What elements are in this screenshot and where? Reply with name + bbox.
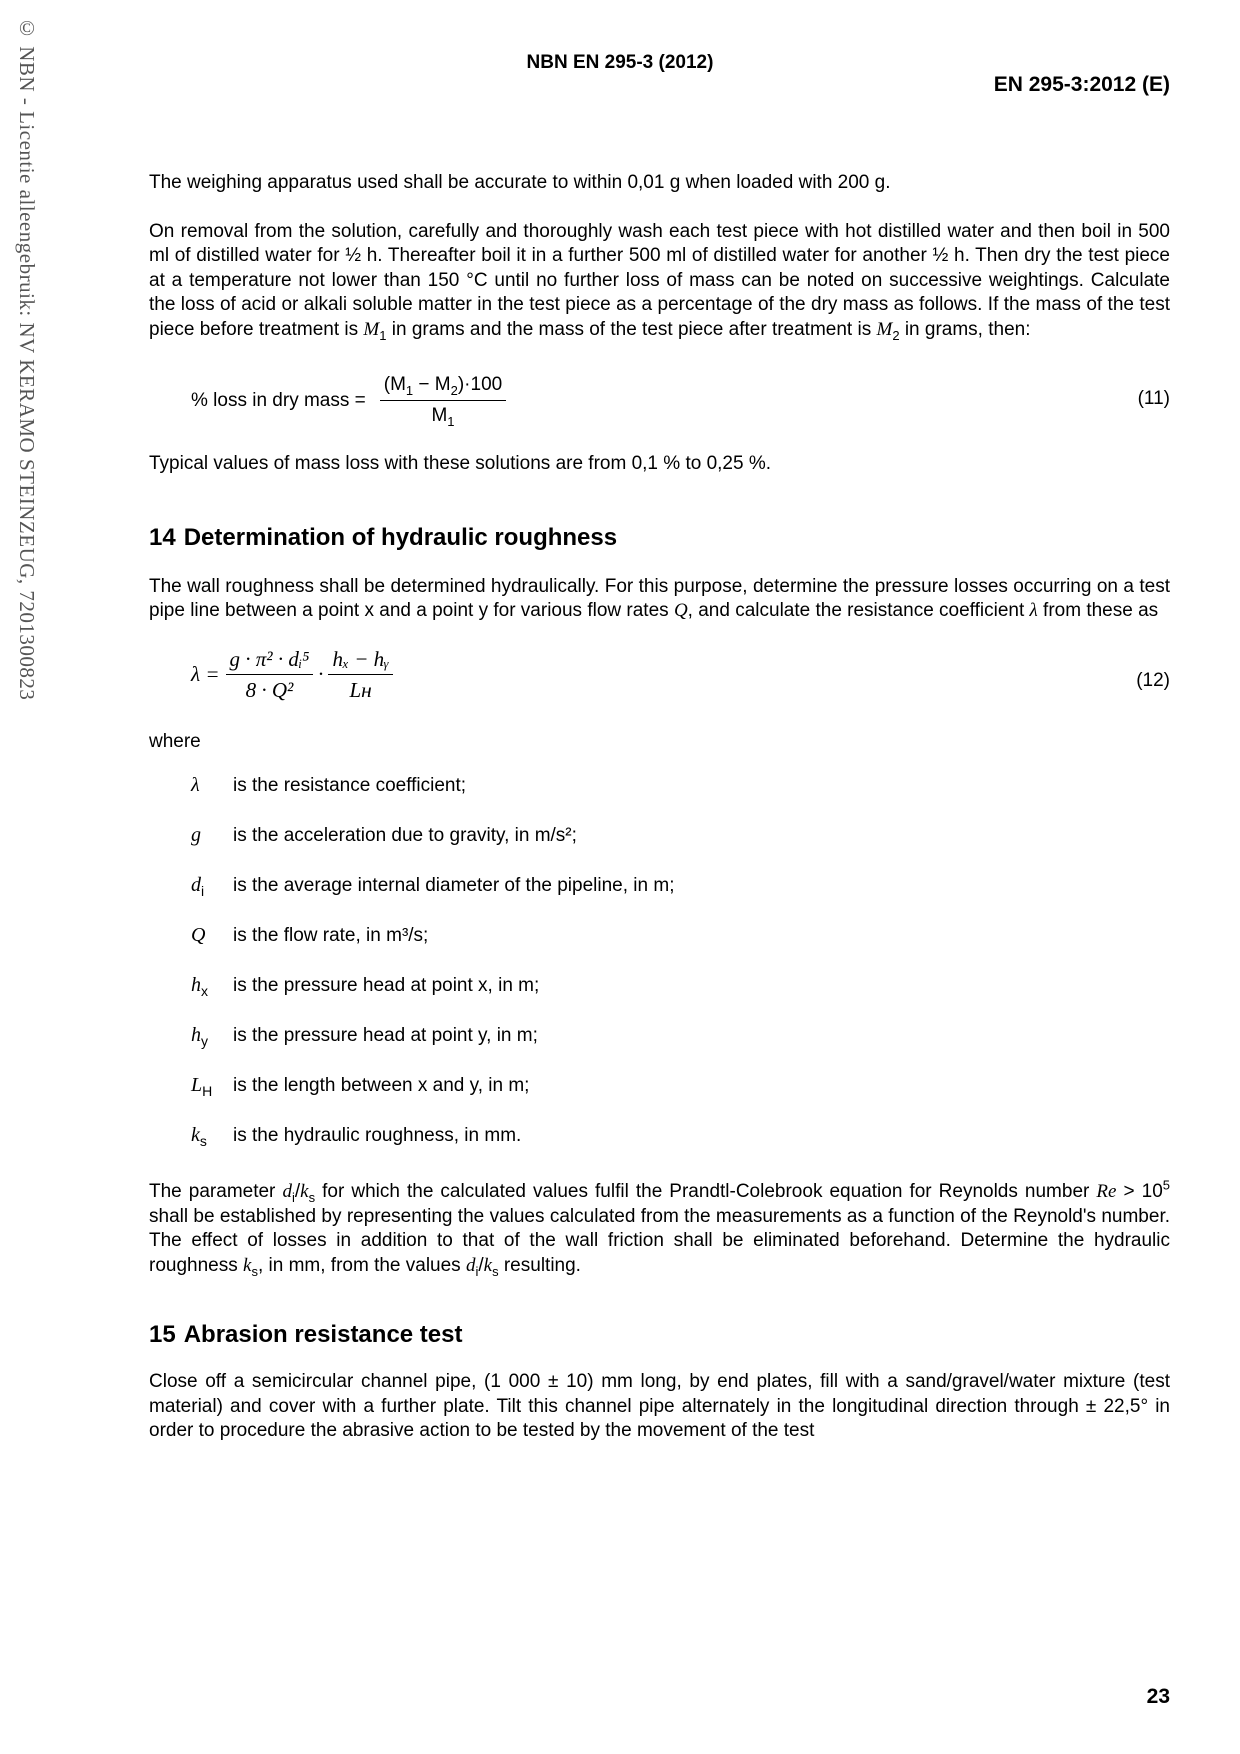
definition-row (191, 974, 1170, 1024)
definition-text: is the length between x and y, in m; (233, 1075, 530, 1096)
equation-12 (149, 642, 1170, 722)
weighing-paragraph: The weighing apparatus used shall be accurate to within 0,01 g when loaded with 200 g. (149, 172, 891, 193)
eq12-frac1-numerator: g · π² · dᵢ⁵ (226, 646, 314, 675)
definition-symbol: $h_x$ (191, 974, 208, 999)
equation-11 (149, 366, 1170, 436)
definition-text: is the pressure head at point x, in m; (233, 975, 540, 996)
eq12-fraction-1 (226, 646, 314, 703)
definition-symbol: $L_H$ (191, 1074, 213, 1099)
section-15-heading: 15 Abrasion resistance test (149, 1321, 463, 1348)
eq11-denominator: $M_1$ (431, 405, 455, 429)
definition-row (191, 1124, 1170, 1174)
definition-text: is the resistance coefficient; (233, 775, 467, 796)
section-15-paragraph: Close off a semicircular channel pipe, (1 000 ± 10) mm long, by end plates, fill with a sand/gravel/water mixture (test material) and cover with a further plate. Tilt this channel pipe alternately in the longitudinal direction through ± 22,5° in order to procedure the abrasive action to be tested by the movement of the test (149, 1371, 1170, 1441)
definition-symbol: $h_y$ (191, 1024, 208, 1049)
parameter-paragraph: The parameter $d_i/k_s$ for which the calculated values fulfil the Prandtl-Colebrook equation for Reynolds number $Re > 10^5$ shall be established by representing the values calculated from the measurements as a function of the Reynold's number. The effect of losses in addition to that of the wall friction shall be eliminated beforehand. Determine the hydraulic roughness $k_s$, in mm, from the values $d_i/k_s$ resulting. (149, 1177, 1171, 1279)
eq11-number: (11) (1137, 388, 1170, 409)
eq12-dot: · (317, 661, 325, 686)
definition-text: is the pressure head at point y, in m; (233, 1025, 538, 1046)
definition-symbol: Q (191, 924, 206, 946)
section-14-heading: 14 Determination of hydraulic roughness (149, 523, 618, 551)
definition-row (191, 1024, 1170, 1074)
definition-text: is the hydraulic roughness, in mm. (233, 1125, 522, 1146)
definition-symbol: $d_i$ (191, 874, 205, 899)
section-14-intro: The wall roughness shall be determined hydraulically. For this purpose, determine the pressure losses occurring on a test pipe line between a point x and a point y for various flow rates Q, and calculate the resistance coefficient λ from these as (149, 575, 1170, 621)
page-number: 23 (1146, 1685, 1170, 1708)
eq11-fraction (380, 372, 506, 429)
definition-row (191, 774, 1170, 824)
document-reference-header: EN 295-3:2012 (E) (993, 73, 1170, 96)
typical-values-paragraph: Typical values of mass loss with these solutions are from 0,1 % to 0,25 %. (149, 453, 772, 474)
eq11-numerator: $(M_1 - M_2)\cdot 100$ (380, 372, 506, 401)
definition-symbol: λ (191, 774, 200, 796)
eq12-frac2-denominator: Lʜ (349, 677, 372, 702)
definition-text: is the acceleration due to gravity, in m/s²; (233, 825, 577, 846)
license-watermark: © NBN - Licentie alleengebruik: NV KERAMO STEINZEUG, 7201300823 (15, 16, 39, 701)
eq11-label: % loss in dry mass = (191, 389, 366, 411)
definition-row (191, 824, 1170, 874)
definition-row (191, 874, 1170, 924)
definition-text: is the average internal diameter of the pipeline, in m; (233, 875, 675, 896)
removal-paragraph: On removal from the solution, carefully and thoroughly wash each test piece with hot distilled water and then boil in 500 ml of distilled water for ½ h. Thereafter boil it in a further 500 ml of distilled water for another ½ h. Then dry the test piece at a temperature not lower than 150 °C until no further loss of mass can be noted on successive weightings. Calculate the loss of acid or alkali soluble matter in the test piece as a percentage of the dry mass as follows. If the mass of the test piece before treatment is $M_1$ in grams and the mass of the test piece after treatment is $M_2$ in grams, then: (149, 220, 1170, 343)
eq12-fraction-2 (328, 646, 392, 703)
definition-row (191, 924, 1170, 974)
eq12-frac2-numerator: hₓ − hᵧ (328, 646, 392, 675)
page-content (149, 171, 1170, 1444)
eq12-number: (12) (1136, 669, 1170, 691)
where-label: where (149, 730, 201, 752)
definition-text: is the flow rate, in m³/s; (233, 925, 429, 946)
standard-reference-header: NBN EN 295-3 (2012) (526, 52, 714, 73)
symbol-definitions (191, 774, 1170, 1174)
definition-row (191, 1074, 1170, 1124)
definition-symbol: g (191, 824, 201, 846)
definition-symbol: $k_s$ (191, 1124, 207, 1149)
eq12-lhs: λ = (191, 661, 220, 686)
eq12-frac1-denominator: 8 · Q² (245, 677, 294, 702)
